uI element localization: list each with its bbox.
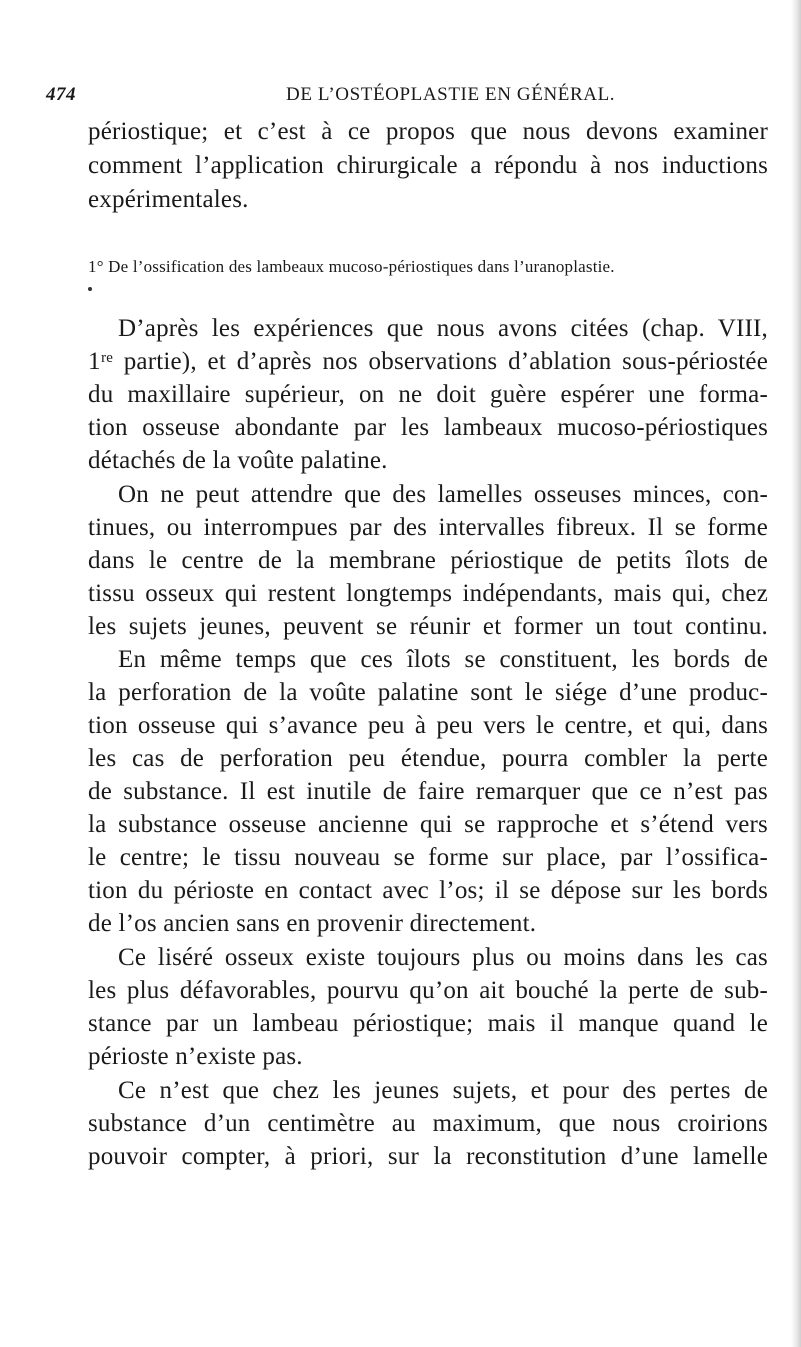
body-line: tion osseuse qui s’avance peu à peu vers le centre, et qui, dans [88, 712, 768, 739]
body-line: les sujets jeunes, peuvent se réunir et former un tout continu. [88, 613, 768, 640]
body-line: D’après les expériences que nous avons citées (chap. VIII, [118, 315, 768, 342]
body-line: du maxillaire supérieur, on ne doit guère espérer une forma- [88, 381, 768, 408]
body-line: expérimentales. [88, 186, 249, 213]
body-line: substance d’un centimètre au maximum, que nous croirions [88, 1110, 768, 1137]
body-line: 1ʳᵉ partie), et d’après nos observations d’ablation sous-périostée [88, 348, 768, 375]
body-line: de substance. Il est inutile de faire remarquer que ce n’est pas [88, 778, 768, 805]
page-edge-shadow [791, 0, 801, 1347]
page-header [46, 84, 746, 110]
section-heading: 1° De l’ossification des lambeaux mucoso-périostiques dans l’uranoplastie. [88, 257, 615, 276]
body-line: Ce n’est que chez les jeunes sujets, et pour des pertes de [118, 1077, 768, 1104]
body-line: pouvoir compter, à priori, sur la reconstitution d’une lamelle [88, 1143, 768, 1170]
body-line: comment l’application chirurgicale a répondu à nos inductions [88, 152, 768, 179]
page-number: 474 [46, 84, 76, 105]
body-line: tinues, ou interrompues par des intervalles fibreux. Il se forme [88, 514, 768, 541]
body-line: les cas de perforation peu étendue, pourra combler la perte [88, 745, 768, 772]
body-line: de l’os ancien sans en provenir directement. [88, 910, 537, 937]
stray-dot [88, 287, 92, 291]
body-line: périoste n’existe pas. [88, 1043, 303, 1070]
body-line: On ne peut attendre que des lamelles osseuses minces, con- [118, 481, 768, 508]
body-line: détachés de la voûte palatine. [88, 447, 388, 474]
body-line: Ce liséré osseux existe toujours plus ou moins dans les cas [118, 944, 768, 971]
body-line: tissu osseux qui restent longtemps indépendants, mais qui, chez [88, 580, 768, 607]
body-line: la substance osseuse ancienne qui se rapproche et s’étend vers [88, 811, 768, 838]
body-line: le centre; le tissu nouveau se forme sur place, par l’ossifica- [88, 844, 768, 871]
body-line: tion du périoste en contact avec l’os; il se dépose sur les bords [88, 877, 768, 904]
body-line: périostique; et c’est à ce propos que nous devons examiner [88, 118, 768, 145]
body-line: la perforation de la voûte palatine sont le siége d’une produc- [88, 679, 768, 706]
body-line: tion osseuse abondante par les lambeaux mucoso-périostiques [88, 414, 768, 441]
running-head: DE L’OSTÉOPLASTIE EN GÉNÉRAL. [286, 84, 616, 105]
body-line: stance par un lambeau périostique; mais il manque quand le [88, 1010, 768, 1037]
body-line: dans le centre de la membrane périostique de petits îlots de [88, 547, 768, 574]
body-line: En même temps que ces îlots se constituent, les bords de [118, 646, 768, 673]
body-line: les plus défavorables, pourvu qu’on ait bouché la perte de sub- [88, 977, 768, 1004]
